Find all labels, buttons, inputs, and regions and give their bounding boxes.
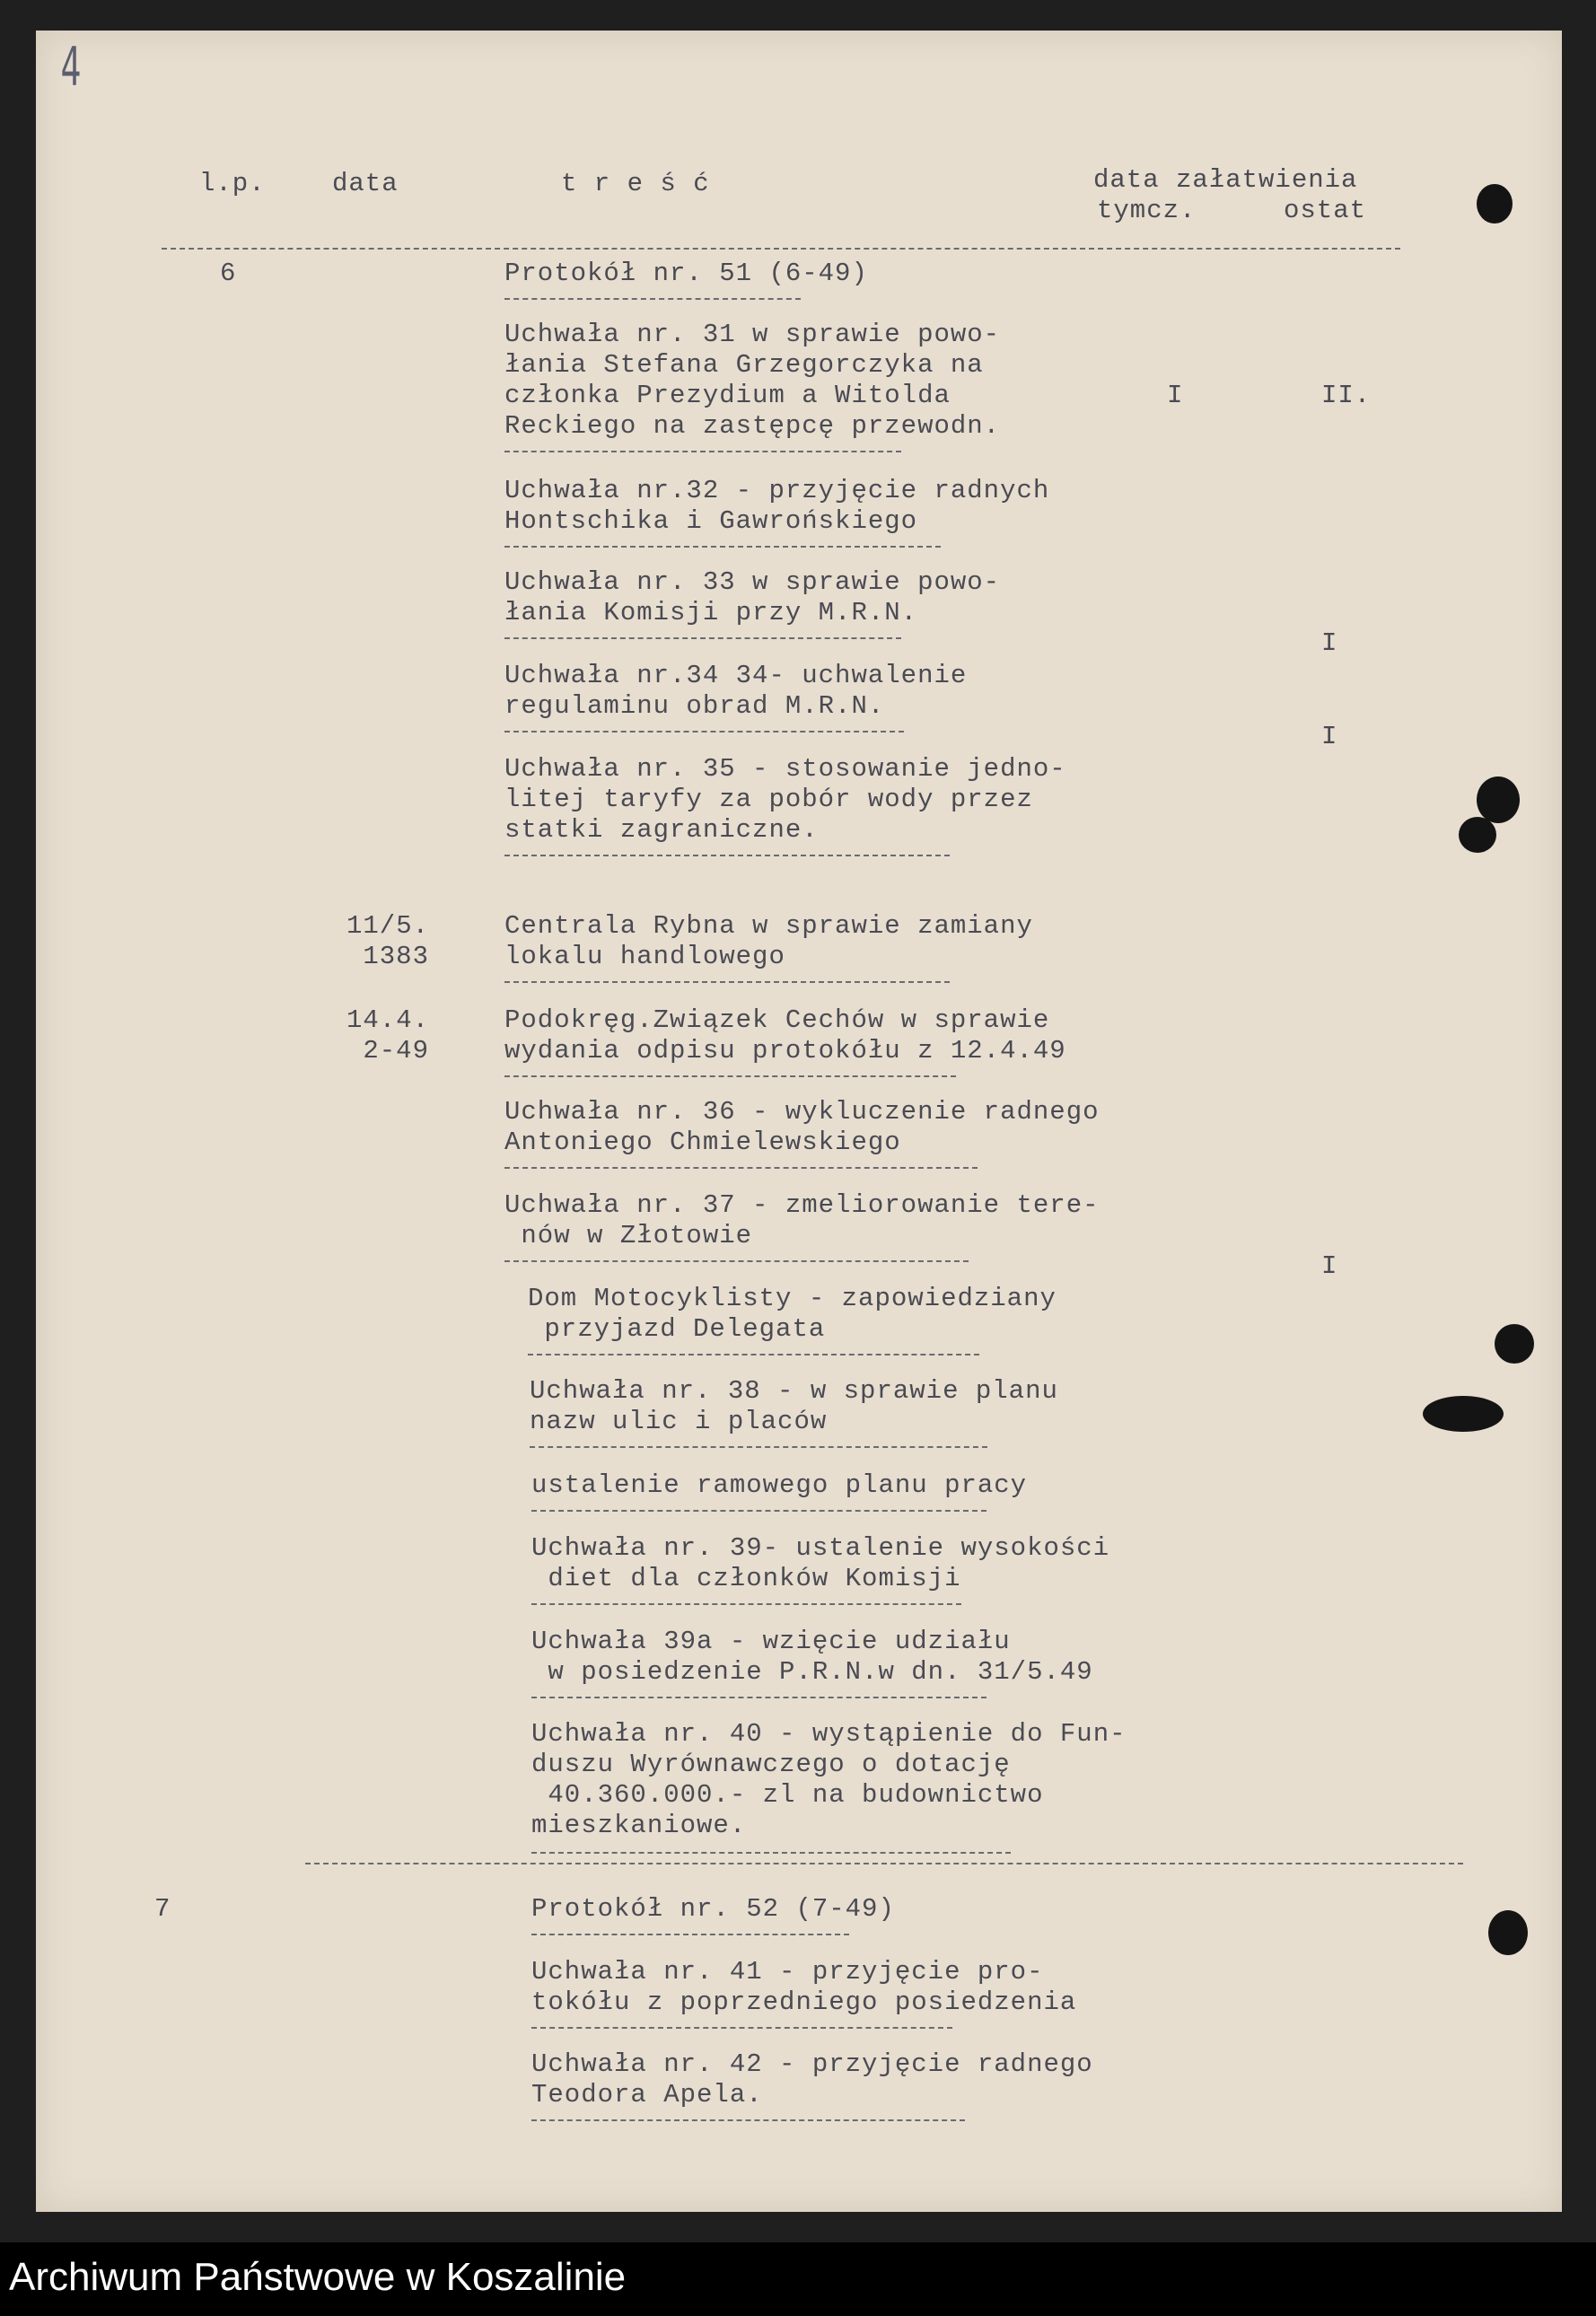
entry-rule (531, 1603, 961, 1605)
entry-date: 14.4. 2-49 (346, 1005, 429, 1066)
entry-text: Uchwała 39a - wzięcie udziału w posiedzenie P.R.N.w dn. 31/5.49 (531, 1627, 1093, 1687)
entry-rule (530, 1446, 987, 1448)
entry-rule (504, 1260, 969, 1262)
header-tresc: t r e ś ć (561, 169, 710, 198)
entry-text: Uchwała nr. 36 - wykluczenie radnego Antoniego Chmielewskiego (504, 1097, 1100, 1157)
entry-text: Protokół nr. 51 (6-49) (504, 259, 868, 288)
entry-date: 11/5. 1383 (346, 911, 429, 971)
entry-rule (528, 1354, 979, 1355)
entry-ostat: I (1321, 722, 1338, 751)
header-rule (162, 248, 1400, 250)
header-tymcz: tymcz. (1097, 196, 1197, 225)
entry-rule (504, 1167, 978, 1169)
entry-rule (504, 1075, 956, 1077)
entry-rule (531, 1510, 987, 1512)
entry-ostat: II. (1321, 381, 1372, 410)
entry-rule (531, 1697, 987, 1698)
entry-rule (504, 637, 901, 639)
entry-text: Uchwała nr.34 34- uchwalenie regulaminu obrad M.R.N. (504, 661, 968, 721)
entry-text: Dom Motocyklisty - zapowiedziany przyjazd Delegata (528, 1284, 1057, 1344)
header-ostat: ostat (1284, 196, 1367, 225)
entry-text: Uchwała nr. 40 - wystąpienie do Fun- duszu Wyrównawczego o dotację 40.360.000.- zl na budownictwo mieszkaniowe. (531, 1719, 1127, 1840)
entry-text: Protokół nr. 52 (7-49) (531, 1894, 895, 1924)
header-data: data (332, 169, 399, 198)
punch-hole (1477, 184, 1513, 224)
entry-rule (531, 2119, 965, 2121)
entry-rule (531, 1934, 849, 1935)
entry-text: Uchwała nr. 33 w sprawie powo- łania Komisji przy M.R.N. (504, 567, 1001, 627)
entry-rule (504, 298, 801, 300)
entry-text: Uchwała nr.32 - przyjęcie radnych Hontschika i Gawrońskiego (504, 476, 1050, 536)
archive-name: Archiwum Państwowe w Koszalinie (9, 2255, 627, 2299)
entry-text: ustalenie ramowego planu pracy (531, 1470, 1028, 1500)
entry-rule (504, 731, 904, 733)
header-lp: l.p. (199, 169, 266, 198)
punch-hole (1495, 1324, 1534, 1364)
archive-footer (0, 2242, 1596, 2316)
entry-tymcz: I (1167, 381, 1184, 410)
entry-text: Podokręg.Związek Cechów w sprawie wydania odpisu protokółu z 12.4.49 (504, 1005, 1066, 1066)
section-separator (305, 1863, 1463, 1864)
entry-text: Uchwała nr. 37 - zmeliorowanie tere- nów w Złotowie (504, 1190, 1100, 1250)
entry-number: 6 (220, 259, 237, 288)
entry-rule (531, 1852, 1011, 1854)
entry-text: Uchwała nr. 39- ustalenie wysokości diet dla członków Komisji (531, 1533, 1110, 1593)
entry-text: Uchwała nr. 42 - przyjęcie radnego Teodora Apela. (531, 2049, 1093, 2110)
punch-hole (1477, 776, 1520, 823)
entry-rule (504, 981, 950, 983)
entry-ostat: I (1321, 628, 1338, 658)
entry-text: Uchwała nr. 41 - przyjęcie pro- tokółu z poprzedniego posiedzenia (531, 1957, 1077, 2017)
entry-text: Centrala Rybna w sprawie zamiany lokalu handlowego (504, 911, 1033, 971)
punch-hole (1423, 1396, 1504, 1432)
header-zalatwienia: data załatwienia (1093, 165, 1358, 195)
entry-rule (531, 2027, 952, 2029)
entry-text: Uchwała nr. 31 w sprawie powo- łania Stefana Grzegorczyka na członka Prezydium a Witolda Reckiego na zastępcę przewodn. (504, 320, 1001, 441)
entry-rule (504, 451, 901, 452)
entry-ostat: I (1321, 1251, 1338, 1281)
entry-text: Uchwała nr. 38 - w sprawie planu nazw ulic i placów (530, 1376, 1058, 1436)
entry-rule (504, 855, 950, 856)
entry-rule (504, 546, 941, 548)
page-number: 4 (60, 36, 82, 99)
entry-number: 7 (154, 1894, 171, 1924)
entry-text: Uchwała nr. 35 - stosowanie jedno- litej taryfy za pobór wody przez statki zagraniczne. (504, 754, 1066, 845)
punch-hole (1459, 817, 1496, 853)
punch-hole (1488, 1910, 1528, 1955)
